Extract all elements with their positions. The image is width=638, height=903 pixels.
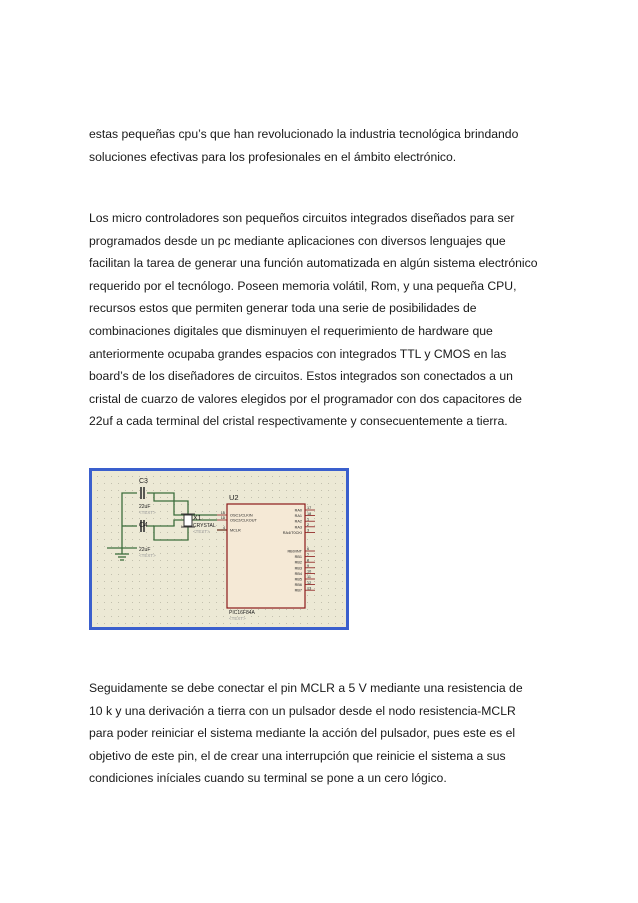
chip-right-pin-number: 17 (307, 506, 312, 511)
chip-right-pin-number: 12 (307, 580, 312, 585)
chip-right-pin-name: RB1 (294, 555, 302, 560)
chip-right-pin-number: 13 (307, 586, 312, 591)
c4-ghost-text: <TEXT> (139, 553, 156, 558)
chip-left-pin-number: 4 (222, 526, 225, 530)
chip-right-pin-number: 18 (307, 511, 312, 516)
c4-value: 22uF (139, 547, 151, 553)
circuit-schematic-figure (89, 468, 349, 630)
paragraph-mclr-line: condiciones iníciales cuando su terminal se pone a un cero lógico. (89, 771, 447, 786)
paragraph-mclr-line: objetivo de este pin, el de crear una interrupción que reinicie el sistema a sus (89, 748, 506, 763)
paragraph-microcontrollers-line: board’s de los diseñadores de circuitos. Estos integrados son conectados a un (89, 369, 513, 384)
paragraph-intro-end-line: estas pequeñas cpu’s que han revolucionado la industria tecnológica brindando (89, 127, 519, 141)
chip-right-pin-name: RA3 (294, 525, 302, 530)
chip-right-pin-number: 3 (307, 528, 310, 533)
crystal-ref: X1 (193, 515, 202, 522)
chip-right-pin-name: RB0/INT (287, 549, 302, 554)
crystal-ghost-text: <TEXT> (193, 529, 210, 534)
chip-right-pin-number: 6 (307, 547, 310, 552)
paragraph-microcontrollers-line: facilitan la tarea de generar una función automatizada en algún sistema electrónico (89, 256, 538, 271)
paragraph-microcontrollers-line: combinaciones digitales que disminuyen el requerimiento de hardware que (89, 323, 493, 338)
chip-left-pin-name: OSC1/CLKIN (230, 513, 253, 518)
chip-right-pin-name: RB3 (294, 566, 302, 571)
c4-ref: C4 (139, 522, 148, 529)
paragraph-mclr (89, 677, 579, 790)
paragraph-mclr-line: 10 k y una derivación a tierra con un pulsador desde el nodo resistencia-MCLR (89, 703, 516, 718)
chip-right-pin-name: RA4/T0CKI (282, 530, 302, 535)
chip-part: PIC16F84A (229, 610, 255, 616)
chip-ref: U2 (229, 493, 239, 502)
paragraph-intro-end (89, 123, 579, 168)
chip-right-pin-name: RB4 (294, 571, 302, 576)
paragraph-microcontrollers-line: requerido por el tecnólogo. Poseen memoria volátil, Rom, y una pequeña CPU, (89, 278, 517, 293)
paragraph-microcontrollers-line: Los micro controladores son pequeños circuitos integrados diseñados para ser (89, 211, 515, 225)
c3-ghost-text: <TEXT> (139, 510, 156, 515)
chip-left-pin-number: 15 (220, 516, 225, 520)
chip-right-pin-name: RA2 (294, 519, 302, 524)
paragraph-microcontrollers-line: cristal de cuarzo de valores elegidos por el programador con dos capacitores de (89, 391, 522, 406)
chip-right-pin-number: 9 (307, 564, 310, 568)
chip-right-pin-name: RB5 (294, 577, 302, 582)
chip-right-pin-name: RA0 (294, 508, 302, 513)
chip-left-pin-number: 16 (220, 511, 225, 515)
paragraph-microcontrollers-line: 22uf a cada terminal del cristal respectivamente y consecuentemente a tierra. (89, 414, 508, 429)
c3-value: 22uF (139, 504, 151, 510)
chip-right-pin-number: 8 (307, 558, 310, 563)
chip-left-pin-name: OSC2/CLKOUT (230, 518, 257, 523)
c3-ref: C3 (139, 478, 148, 485)
chip-right-pin-number: 7 (307, 552, 310, 557)
paragraph-mclr-line: Seguidamente se debe conectar el pin MCLR a 5 V mediante una resistencia de (89, 681, 523, 695)
chip-right-pin-name: RA1 (294, 514, 302, 519)
chip-right-pin-name: RB7 (294, 588, 302, 593)
microcontroller-u2 (217, 493, 315, 621)
chip-right-pin-name: RB2 (294, 560, 302, 565)
paragraph-microcontrollers (89, 207, 579, 433)
paragraph-intro-end-line: soluciones efectivas para los profesionales en el ámbito electrónico. (89, 149, 457, 164)
paragraph-microcontrollers-line: anteriormente ocupaba grandes espacios con integrados TTL y CMOS en las (89, 346, 507, 361)
chip-left-pin-name: MCLR (230, 528, 241, 533)
chip-right-pin-name: RB6 (294, 583, 302, 588)
crystal-value: CRYSTAL (193, 523, 216, 529)
paragraph-microcontrollers-line: programados desde un pc mediante aplicaciones con diversos lenguajes que (89, 233, 506, 248)
chip-right-pin-number: 10 (307, 569, 312, 574)
chip-right-pin-number: 11 (307, 575, 311, 580)
chip-right-pin-number: 1 (307, 517, 310, 522)
chip-ghost-text: <TEXT> (229, 616, 246, 621)
paragraph-mclr-line: para poder reiniciar el sistema mediante la acción del pulsador, pues este es el (89, 726, 516, 741)
paragraph-microcontrollers-line: recursos estos que permiten generar toda una serie de posibilidades de (89, 301, 477, 316)
chip-right-pin-number: 2 (307, 523, 310, 527)
